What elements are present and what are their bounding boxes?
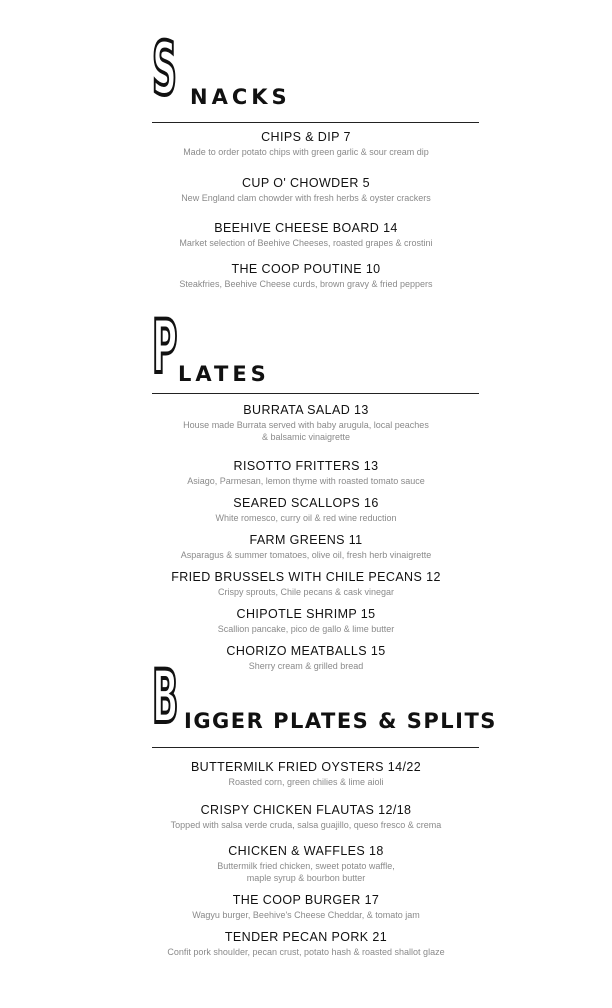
item-name: TENDER PECAN PORK 21 [224,930,388,944]
item-name: CRISPY CHICKEN FLAUTAS 12/18 [200,803,412,817]
item-description: Buttermilk fried chicken, sweet potato waffle, maple syrup & bourbon butter [217,861,395,883]
item-description: Sherry cream & grilled bread [248,661,364,671]
item-name: CUP O' CHOWDER 5 [241,176,370,190]
item-description: Steakfries, Beehive Cheese curds, brown gravy & fried peppers [179,279,433,289]
item-name: FARM GREENS 11 [249,533,363,547]
section-plates [0,300,612,400]
divider-plates [152,393,479,394]
item-description: Market selection of Beehive Cheeses, roasted grapes & crostini [179,238,433,248]
drop-cap-b: B [152,655,179,740]
section-heading-plates [0,300,612,400]
divider-snacks [152,122,479,123]
menu-item [0,760,612,788]
item-name: CHICKEN & WAFFLES 18 [228,844,384,858]
section-bigger-plates [0,655,612,750]
menu-item [0,607,612,635]
heading-text-snacks: NACKS [190,85,291,109]
item-description: Crispy sprouts, Chile pecans & cask vinegar [217,587,395,597]
item-description: Scallion pancake, pico de gallo & lime butter [217,624,395,634]
item-name: BEEHIVE CHEESE BOARD 14 [214,221,398,235]
item-name: CHIPOTLE SHRIMP 15 [236,607,376,621]
item-name: RISOTTO FRITTERS 13 [233,459,379,473]
menu-item [0,533,612,561]
divider-bigger-plates [152,747,479,748]
menu-item [0,262,612,290]
menu-item [0,403,612,443]
item-description: Asparagus & summer tomatoes, olive oil, fresh herb vinaigrette [180,550,432,560]
item-name: BUTTERMILK FRIED OYSTERS 14/22 [190,760,422,774]
menu-item [0,176,612,204]
item-description: House made Burrata served with baby arugula, local peaches & balsamic vinaigrette [183,420,429,442]
item-name: FRIED BRUSSELS WITH CHILE PECANS 12 [171,570,441,584]
item-description: Confit pork shoulder, pecan crust, potato hash & roasted shallot glaze [167,947,445,957]
section-heading-bigger-plates [0,655,612,750]
menu-item [0,803,612,831]
item-name: SEARED SCALLOPS 16 [233,496,379,510]
item-name: THE COOP POUTINE 10 [231,262,381,276]
menu-item [0,130,612,158]
menu-item [0,893,612,921]
item-description: Made to order potato chips with green garlic & sour cream dip [183,147,429,157]
item-description: Roasted corn, green chilies & lime aioli [228,777,384,787]
menu-item [0,496,612,524]
item-description: Asiago, Parmesan, lemon thyme with roasted tomato sauce [187,476,425,486]
item-description: Wagyu burger, Beehive's Cheese Cheddar, & tomato jam [192,910,420,920]
menu-item [0,570,612,598]
heading-text-plates: LATES [178,362,270,386]
item-description: Topped with salsa verde cruda, salsa guajillo, queso fresco & crema [170,820,442,830]
heading-text-bigger-plates: IGGER PLATES & SPLITS [184,709,497,733]
item-name: BURRATA SALAD 13 [243,403,369,417]
item-name: THE COOP BURGER 17 [232,893,380,907]
menu-item [0,844,612,884]
drop-cap-p: P [152,305,178,390]
item-description: New England clam chowder with fresh herbs & oyster crackers [181,193,431,203]
item-name: CHIPS & DIP 7 [261,130,351,144]
item-name: CHORIZO MEATBALLS 15 [226,644,386,658]
menu-item [0,930,612,958]
menu-item [0,459,612,487]
item-description: White romesco, curry oil & red wine reduction [215,513,397,523]
drop-cap-s: S [152,27,178,112]
menu-item [0,221,612,249]
